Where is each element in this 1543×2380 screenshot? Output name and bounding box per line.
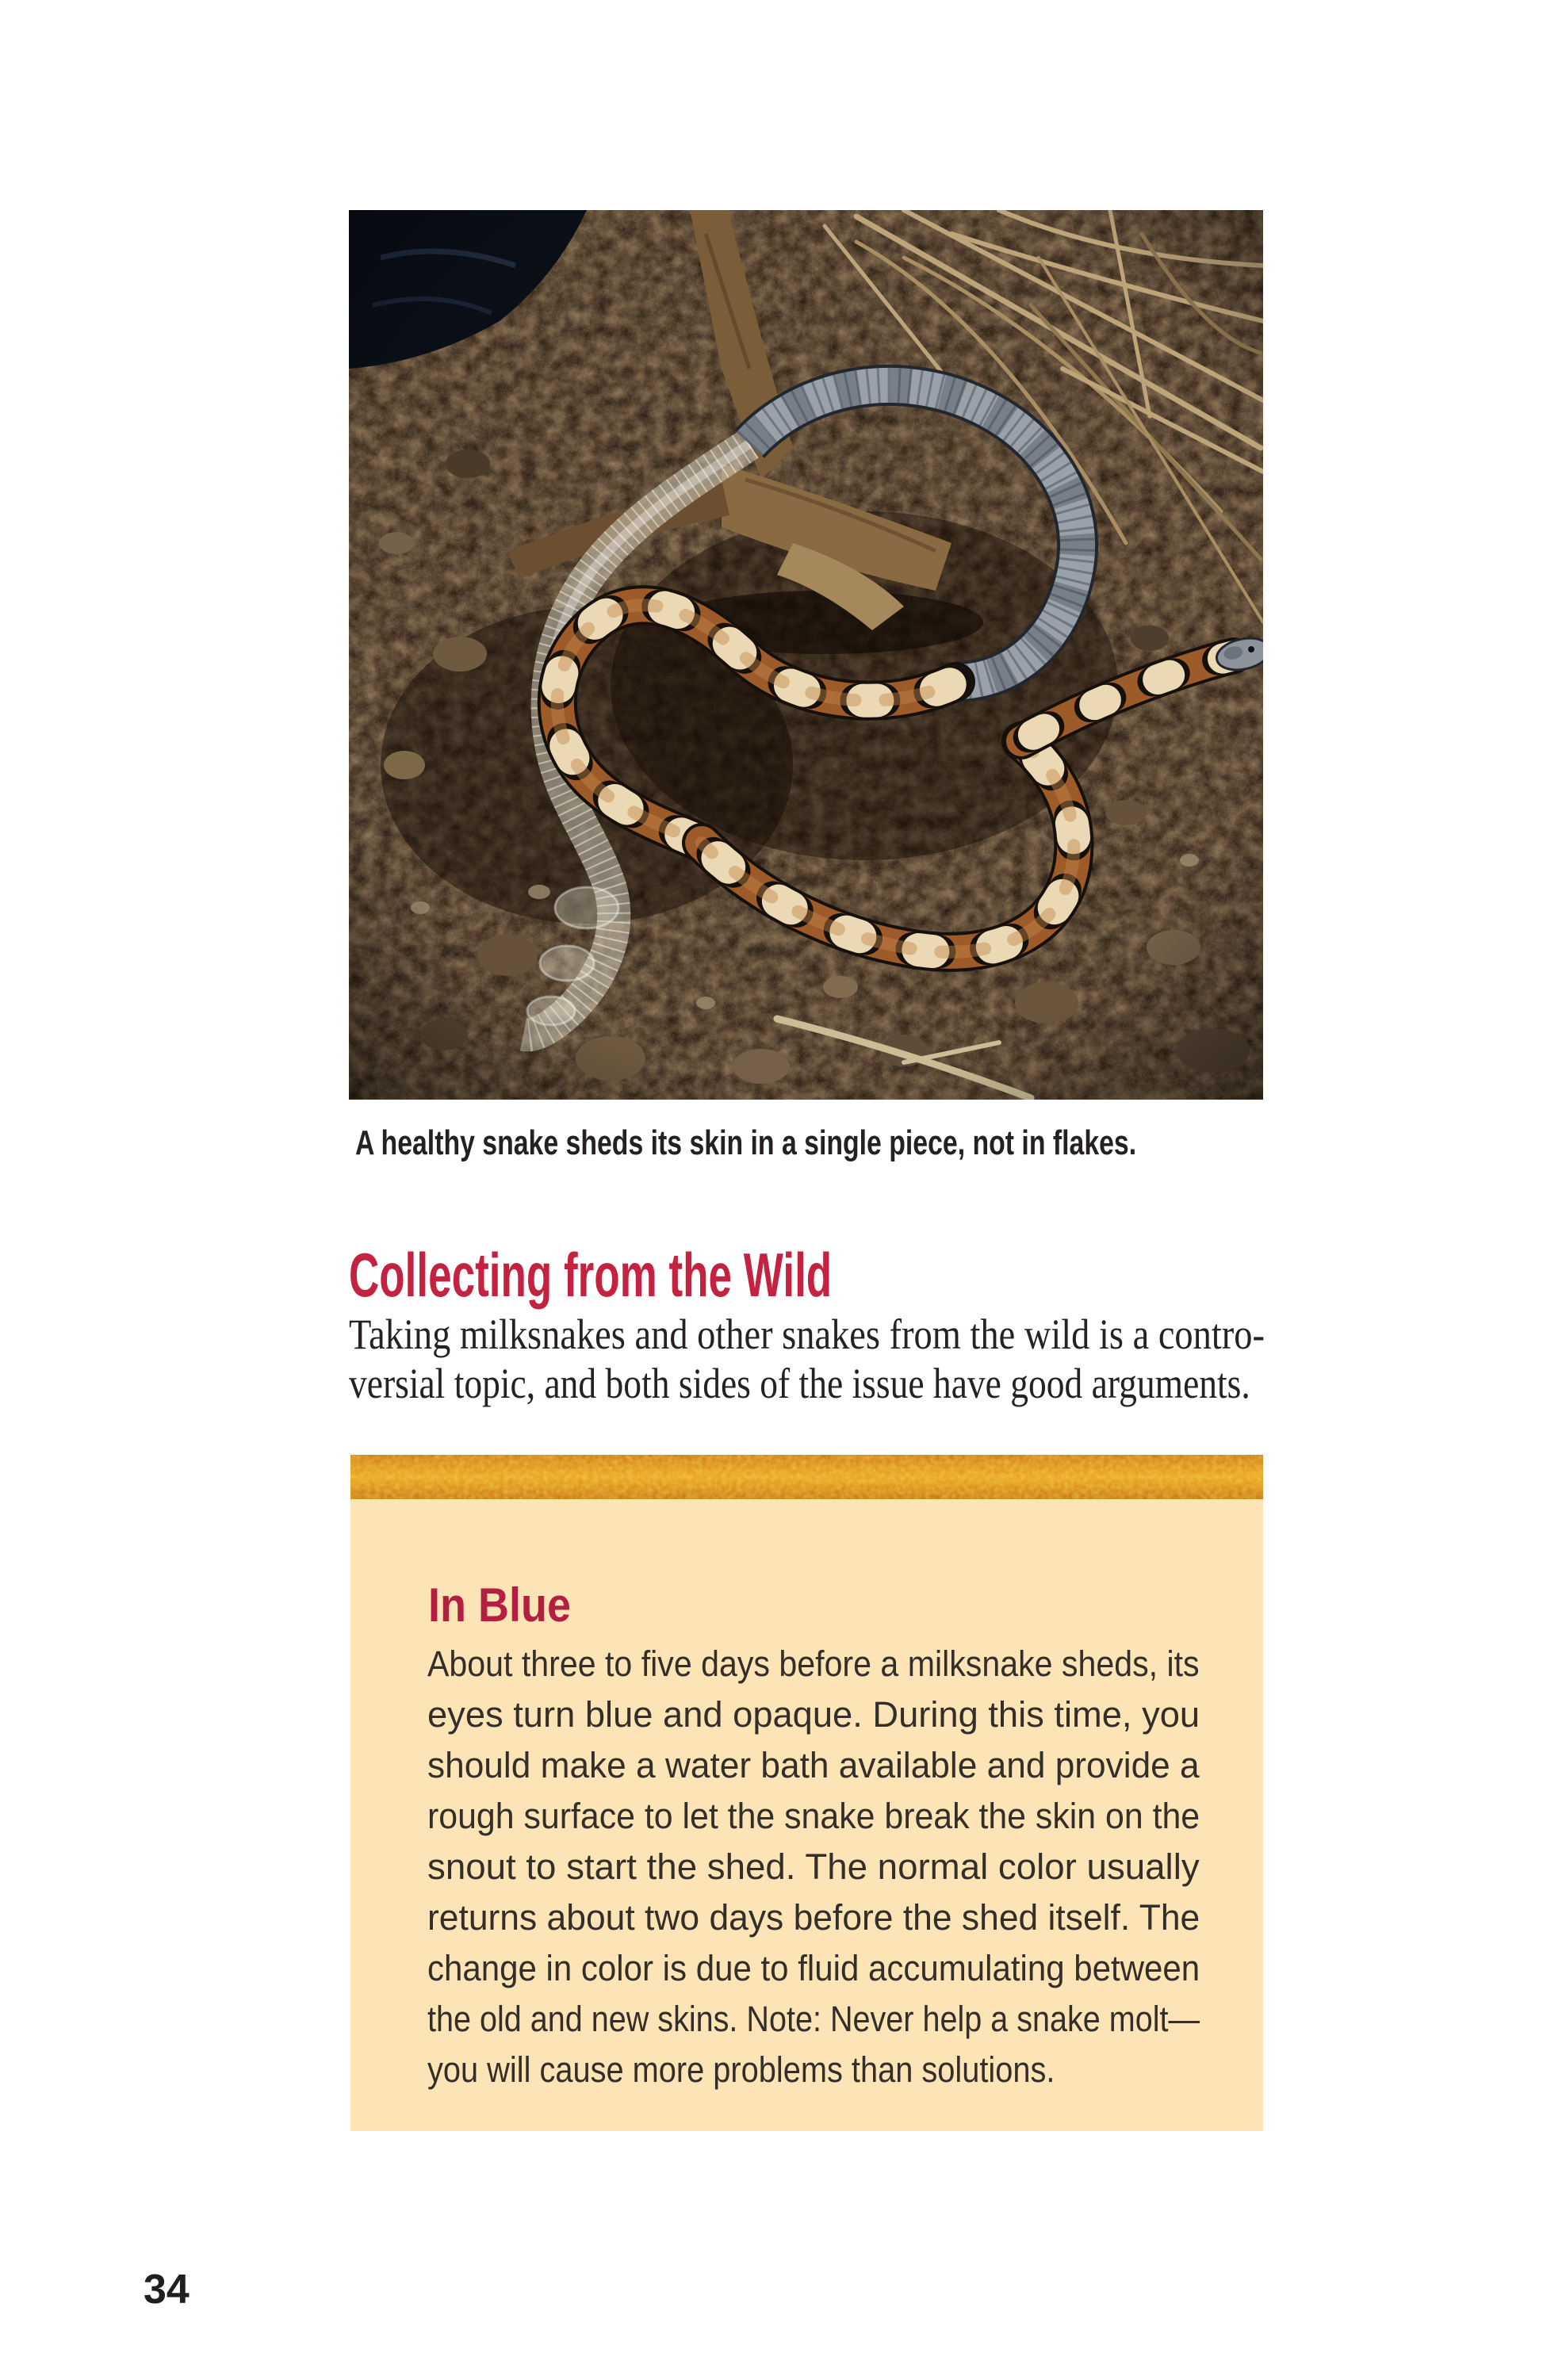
snake-photo xyxy=(349,210,1263,1100)
sidebar-box xyxy=(350,1455,1263,2131)
snake-photo-art xyxy=(349,210,1263,1100)
sidebar-line: returns about two days before the shed itself. The xyxy=(427,1897,1200,1938)
sidebar-line: the old and new skins. Note: Never help a snake molt— xyxy=(427,1999,1200,2039)
sidebar-line: rough surface to let the snake break the skin on the xyxy=(427,1796,1200,1836)
sidebar-text xyxy=(427,1639,1306,2095)
sidebar-line: change in color is due to fluid accumulating between xyxy=(427,1948,1200,1988)
sidebar-gold-band xyxy=(350,1455,1263,1499)
sidebar-line: About three to five days before a milksnake sheds, its xyxy=(427,1643,1200,1684)
photo-caption: A healthy snake sheds its skin in a single piece, not in flakes. xyxy=(355,1123,1137,1162)
sidebar-line: snout to start the shed. The normal color usually xyxy=(427,1846,1200,1887)
sidebar-line: should make a water bath available and provide a xyxy=(427,1745,1200,1785)
section-heading: Collecting from the Wild xyxy=(349,1240,833,1310)
body-line: versial topic, and both sides of the issue have good arguments. xyxy=(349,1360,1250,1407)
page-number: 34 xyxy=(144,2267,190,2313)
sidebar-line: you will cause more problems than solutions. xyxy=(427,2049,1055,2090)
sidebar-title: In Blue xyxy=(428,1578,572,1632)
sidebar-line: eyes turn blue and opaque. During this time, you xyxy=(427,1694,1200,1735)
body-line: Taking milksnakes and other snakes from the wild is a contro- xyxy=(349,1311,1265,1358)
section-body xyxy=(349,1310,1419,1408)
